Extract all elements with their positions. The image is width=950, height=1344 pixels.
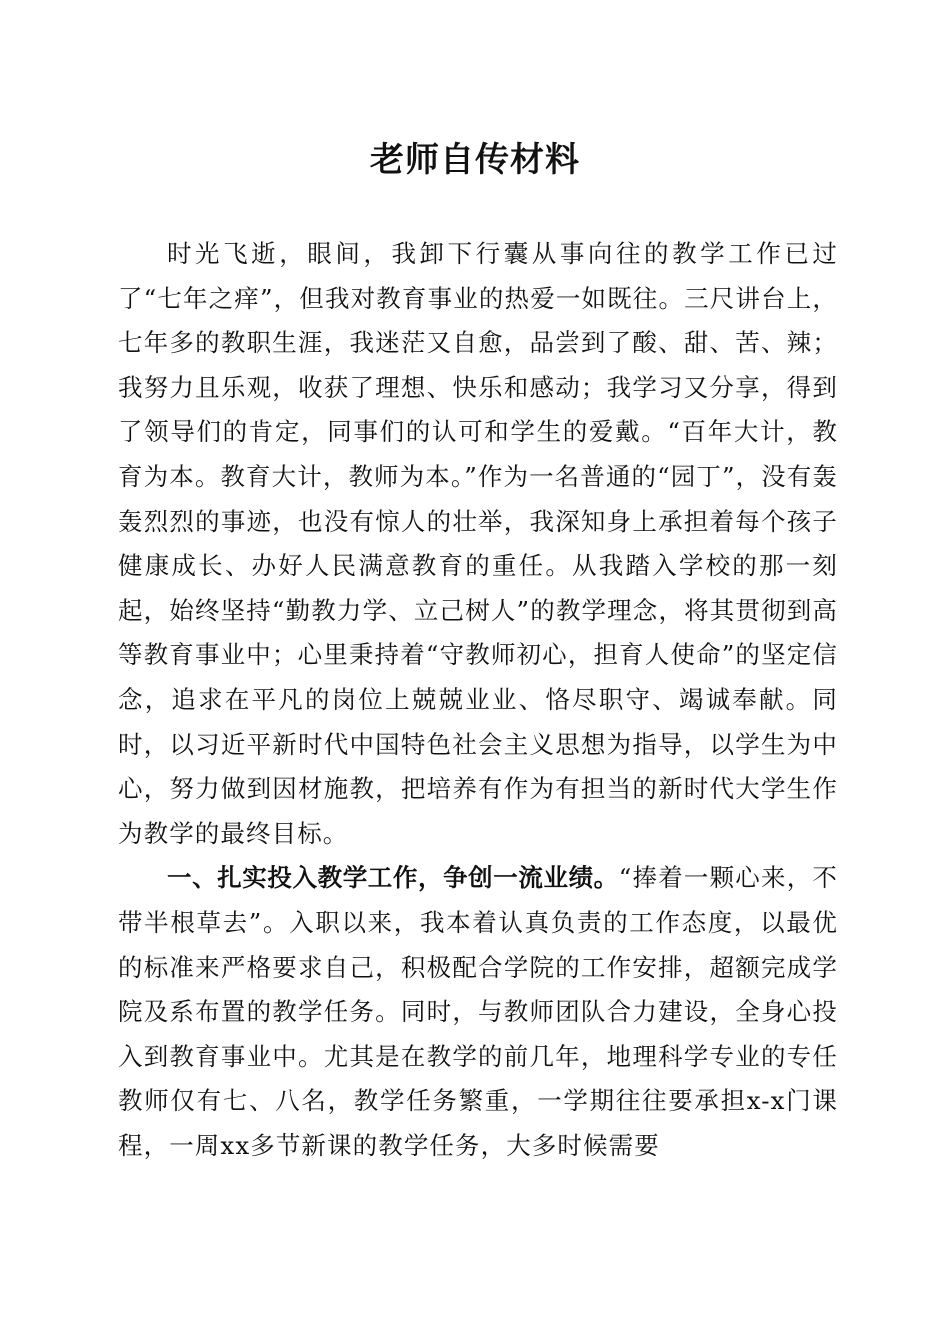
document-title: 老师自传材料 [370,140,580,180]
section-1-paragraph [118,856,838,1168]
section-1-text: “捧着一颗心来，不带半根草去”。入职以来，我本着认真负责的工作态度，以最优的标准来严格要求自己，积极配合学院的工作安排，超额完成学院及系布置的教学任务。同时，与教师团队合力建设，全身心投入到教育事业中。尤其是在教学的前几年，地理科学专业的专任教师仅有七、八名，教学任务繁重，一学期往往要承担x-x门课程，一周xx多节新课的教学任务，大多时候需要 [118,863,838,1160]
intro-paragraph: 时光飞逝，眼间，我卸下行囊从事向往的教学工作已过了“七年之痒”，但我对教育事业的热爱一如既往。三尺讲台上，七年多的教职生涯，我迷茫又自愈，品尝到了酸、甜、苦、辣；我努力且乐观，收获了理想、快乐和感动；我学习又分享，得到了领导们的肯定，同事们的认可和学生的爱戴。“百年大计，教育为本。教育大计，教师为本。”作为一名普通的“园丁”，没有轰轰烈烈的事迹，也没有惊人的壮举，我深知身上承担着每个孩子健康成长、办好人民满意教育的重任。从我踏入学校的那一刻起，始终坚持“勤教力学、立己树人”的教学理念，将其贯彻到高等教育事业中；心里秉持着“守教师初心，担育人使命”的坚定信念，追求在平凡的岗位上兢兢业业、恪尽职守、竭诚奉献。同时，以习近平新时代中国特色社会主义思想为指导，以学生为中心，努力做到因材施教，把培养有作为有担当的新时代大学生作为教学的最终目标。 [118,239,838,848]
section-1-heading: 一、扎实投入教学工作，争创一流业绩。 [167,863,619,893]
document-body [118,232,838,1168]
